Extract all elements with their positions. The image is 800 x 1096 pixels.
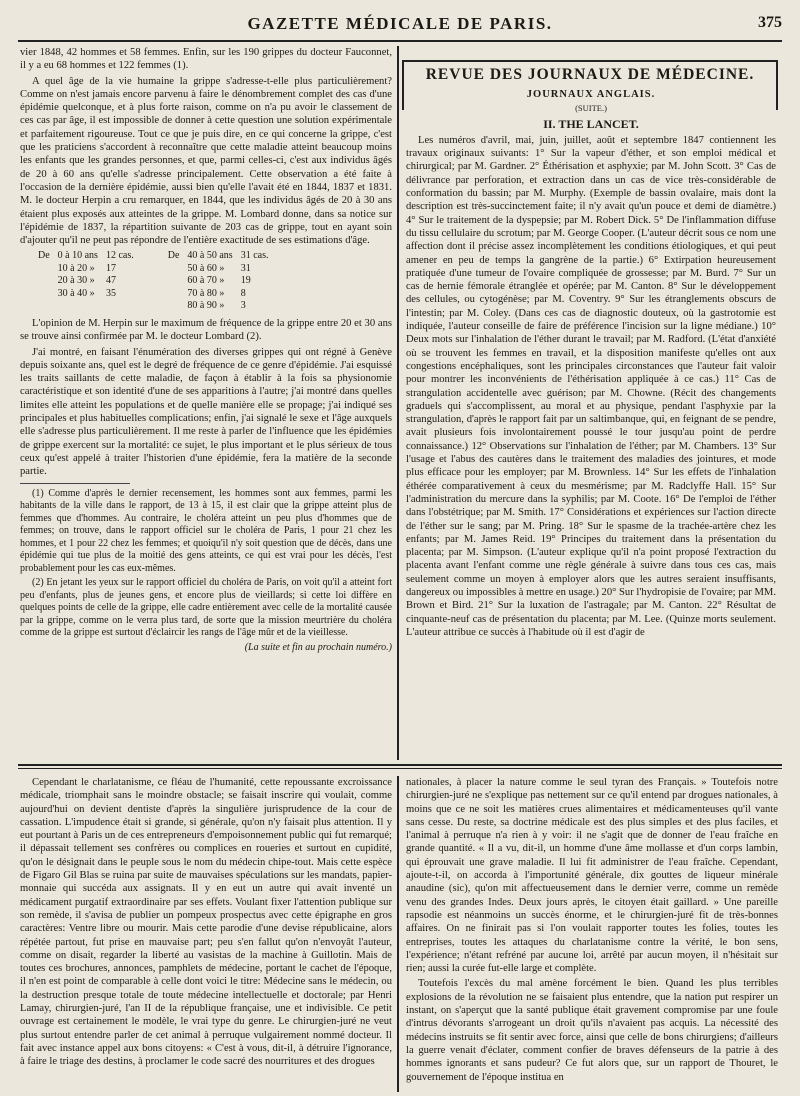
footnote: (1) Comme d'après le dernier recensement, les hommes sont aux femmes, parmi les habitants de la ville dans le rapport, de 13 à 15, il est clair que la grippe atteint plus de femmes que d'hommes. Au contraire, le choléra atteint un peu plus d'hommes que de femmes; on trouve, dans le rapport officiel sur le choléra de Paris, 1 pour 21 chez les hommes, et 1 pour 22 chez les femmes; et quoiqu'il n'y soit question que de décès, dans une épidémie qui tue plus de la moitié des gens atteints, ce qui est vrai pour les décès, l'est probablement pour les cas eux-mêmes.	[20, 487, 392, 574]
paragraph: nationales, à placer la nature comme le seul tyran des Français. » Toutefois notre chirurgien-juré ne s'explique pas nettement sur ce qu'il entend par drogues nationales, à moins que ce ne soit les matières crues alimentaires et médicamenteuses qu'il vante sans cesse. Du reste, sa doctrine médicale est des plus simples et des plus faciles, et l'animal à perruque n'a rien à y voir: il ne s'agit que de donner de l'eau fraîche en grande quantité. « Il a vu, dit-il, un homme d'une âme mollasse et d'un corps lambin, qui éprouvait une grave maladie. Il lui fit administrer de l'eau fraîche. Cependant, ajoute-t-il, on accorda à l'importunité générale, dix gouttes de liqueur minérale anaudine (sic), qu'on mit affectueusement dans le dernier verre, comme un remède venu des grandes Indes. Deux jours après, le citoyen était gaillard. » Une pareille rapsodie est néanmoins un succès énorme, et le chirurgien-juré fit de très-bonnes affaires. On ne finirait pas si l'on voulait rapporter toutes les folies, toutes les entreprises, toutes les attaques du charlatanisme contre la vérité, le bon sens, l'expérience; n'étant refréné par aucune loi, arrêté par aucun moyen, il n'hésitait sur rien; aussi la curée fut-elle large et complète.	[406, 777, 778, 975]
table-cell: 60 à 70 »	[187, 275, 225, 287]
table-cell: 17	[105, 262, 116, 274]
left-column	[20, 46, 392, 760]
review-title: REVUE DES JOURNAUX DE MÉDECINE.	[425, 66, 755, 83]
paragraph: J'ai montré, en faisant l'énumération des diverses grippes qui ont régné à Genève depuis soixante ans, quel est le degré de fréquence de ce genre d'épidémie. J'ai esquissé les traits saillants de cette maladie, de façon à établir à la fois sa physionomie caractéristique et son identité d'une de ses apparitions à l'autre; j'ai montré dans quelles limites elle atteint les populations et de quelle manière elle se propage; j'ai indiqué ses principales et plus habituelles complications; enfin, j'ai signalé le sexe et l'âge auxquels elle s'adresse plus particulièrement. Il me reste à parler de l'influence que les épidémies de grippe exercent sur la mortalité: ce sujet, le plus important et le plus sérieux de tous ceux qu'est appelé à traiter l'historien d'une épidémie, fera la matière de la seconde partie.	[20, 346, 392, 478]
table-cell: 50 à 60 »	[187, 262, 225, 274]
paragraph: Toutefois l'excès du mal amène forcément le bien. Quand les plus terribles explosions de la révolution ne se faisaient plus entendre, que la nation put respirer un instant, on s'aperçut que la santé publique était gravement compromise par une foule d'intrus dévorants s'arrogeant un droit qu'ils n'avaient pas acquis. La nécessité des médecins instruits se fit sentir avec force, ainsi que celle de bons chirurgiens; d'ailleurs la guerre venait d'éclater, comment confier de braves défenseurs de la patrie à des hommes ignorants et sans pudeur? Ce fut alors que, sur un rapport de Thouret, le gouvernement de l'époque institua en	[406, 978, 778, 1083]
paragraph: vier 1848, 42 hommes et 58 femmes. Enfin, sur les 190 grippes du docteur Fauconnet, il y a eu 68 hommes et 122 femmes (1).	[20, 47, 392, 72]
age-distribution-table	[34, 250, 272, 313]
table-cell: 70 à 80 »	[187, 287, 225, 299]
continuation-note: (La suite et fin au prochain numéro.)	[244, 641, 392, 653]
table-row	[34, 263, 272, 276]
table-cell: 35	[105, 287, 116, 299]
bottom-left-column	[20, 776, 392, 1092]
header-rule	[18, 40, 782, 42]
table-cell: 3	[240, 300, 246, 312]
table-cell: 30 à 40 »	[57, 287, 95, 299]
paragraph: L'opinion de M. Herpin sur le maximum de fréquence de la grippe entre 20 et 30 ans se trouve ainsi confirmée par M. le docteur Lombard (2).	[20, 317, 392, 343]
table-cell	[34, 263, 54, 276]
table-row	[34, 300, 272, 313]
footnote: (2) En jetant les yeux sur le rapport officiel du choléra de Paris, on voit qu'il a atteint fort peu d'enfants, plus de jeunes gens, et encore plus de vieillards; si cette loi diffère en quelques points de celle de la grippe, elle cadre entièrement avec celle de la mortalité causée par la grippe, comme on le verra plus tard, de sorte que la mission meurtrière du choléra comme de la grippe est surtout d'éclaircir les rangs de l'âge mûr et de la vieillesse.	[20, 577, 392, 639]
table-cell: 12 cas.	[105, 250, 134, 262]
table-cell: De	[167, 250, 180, 262]
table-cell: 10 à 20 »	[57, 262, 95, 274]
section-rule	[18, 764, 782, 766]
table-row	[34, 275, 272, 288]
section-title: II. THE LANCET.	[543, 116, 639, 131]
table-row	[34, 250, 272, 263]
table-cell	[34, 288, 54, 301]
table-row	[34, 288, 272, 301]
table-cell	[34, 300, 54, 313]
paragraph: Les numéros d'avril, mai, juin, juillet, août et septembre 1847 contiennent les travaux originaux suivants: 1° Sur la vapeur d'éther, et son emploi médical et chirurgical; par M. Gardner. 2° Éthérisation et asphyxie; par M. John Scott. 3° Cas de délivrance par perforation, et extraction dans un cas de vice très-considérable de conformation du bassin; par M. Murphy. (Exemple de bassin ovalaire, mais dont la description est très-succinctement faite; il n'y avait qu'un pouce et demi de diamètre.) 4° Sur le traitement de la dyspepsie; par M. Robert Dick. 5° De l'inflammation diffuse du tissu cellulaire du scrotum; par M. George Cooper. (L'auteur décrit sous ce nom une affection dont il précise assez incomplètement les conditions étiologiques, et qui peut amener en peu de temps la gangrène de la partie.) 6° Extirpation heureusement pratiquée d'une tumeur de l'ovaire compliquée de grossesse; par M. Burd. 7° Sur un cas de hernie fémorale étranglée et opérée; par M. Canton. 8° Sur le développement des cellules, ou cytogénèse; par M. Coventry. 9° Sur les étranglements obscurs de l'intestin; par M. Coley. (Dans ces cas de diagnostic douteux, où la gastrotomie est indiquée, l'auteur conseille de faire de préférence l'incision sur la ligne médiane.) 10° Deux mots sur l'inhalation de l'éther durant le travail; par M. Radford. (L'état d'anxiété où se trouvent les femmes en travail, et la disposition manifeste qu'elles ont aux congestions encéphaliques, sont les principales circonstances que l'auteur fait valoir pour montrer les inconvénients de l'éthérisation appliquée à ce cas.) 11° Cas de strangulation accidentelle avec guérison; par M. Chowne. (Récit des changements graduels qui s'accomplissent, au moral et au physique, pendant l'asphyxie par la strangulation, d'après le rapport fait par un saltimbanque, qui, en feignant de se pendre, avait plusieurs fois involontairement poussé le tour jusqu'au point de perdre connaissance.) 12° Observations sur l'inhalation de l'éther; par M. Chambers. 13° Sur l'usage et l'abus des cautères dans le traitement des maladies des jointures, et mode plus efficace pour les employer; par M. Brownless. 14° Sur les effets de l'inhalation éthérée comparativement à ceux du mesmérisme; par M. Radclyffe Hall. 15° Sur l'administration du mercure dans la syphilis; par M. Coote. 16° De l'emploi de l'éther dans l'obstétrique; par M. Smith. 17° Considérations et expériences sur l'action directe de l'éther sur le sang; par M. Pring. 18° Sur le spasme de la trachée-artère chez les enfants; par M. James Reid. 19° Principes du traitement dans la présentation du placenta; par M. Simpson. (L'auteur explique qu'il n'a point proposé l'extraction du placenta avant l'enfant comme une règle générale à suivre dans tous ces cas, mais seulement comme un moyen à employer alors que les autres seraient insuffisants, dangereux ou impossibles à mettre en usage.) 20° Sur l'hydropisie de l'ovaire; par MM. Brown et Bird. 21° Sur la luxation de l'astragale; par M. Canton. 22° Résultat de cinquante-neuf cas de présentation du placenta; par M. Lee. (Quinze morts seulement. L'auteur attribue ce succès à l'habitude où il est d'agir de	[406, 134, 776, 638]
table-cell: 31	[240, 262, 251, 274]
right-column	[406, 86, 776, 760]
table-cell	[138, 275, 184, 288]
page-header	[18, 14, 782, 36]
table-cell: 0 à 10 ans	[57, 250, 98, 262]
page-number: 375	[758, 14, 782, 31]
table-cell: 8	[240, 287, 246, 299]
table-cell	[138, 288, 184, 301]
bottom-right-column	[406, 776, 778, 1092]
paragraph: Cependant le charlatanisme, ce fléau de l'humanité, cette repoussante excroissance médicale, triomphait sans le moindre obstacle; se faisait inscrire qui voulait, comme aujourd'hui on devient dentiste d'après la singulière jurisprudence de la cour de cassation. L'impudence était si grande, si générale, qu'on n'y faisait plus attention. Il y eut pourtant à Paris un de ces entrepreneurs d'empoisonnement public qui fut remarqué; il dépassait tellement ses confrères ou complices en roueries et surtout en cupidité, qu'on le désignait dans le peuple sous le nom du médecin chipe-tout. Mais cette espèce de Figaro Gil Blas se ruina par suite de mauvaises spéculations sur les mandats, papier-monnaie qui succéda aux assignats. Il y en eut un autre qui avait inventé un médicament purgatif extraordinaire par ses effets. Voulant fixer l'attention publique sur son remède, il s'avisa de publier un pompeux prospectus avec cette épigraphe en gros caractères: Ventre libre ou mourir. Mais cette parodie d'une devise républicaine, alors répétée partout, fut prise en mauvaise part; peu s'en fallut qu'on n'envoyât l'auteur, comme on disait, regarder la liberté au vasistas de la machine à Guillotin. Mais de toutes ces brochures, annonces, pamphlets de médecine, portant le cachet de l'époque, il n'en est point de comparable à celle dont voici le titre: Médecine sans le médecin, ou la destruction presque totale de toute médecine intellectuelle et doctorale; par Henri Lamay, chirurgien-juré, l'an II de la république française, une et indivisible. Ce petit ouvrage est certainement le modèle, le vrai type du genre. Le chirurgien-juré ne veut plus surtout entendre parler de cet animal à perruque vulgairement nommé docteur. Il fait avec instance appel aux bons citoyens: « C'est à vous, dit-il, à détruire l'ignorance, à faire le triage des destins, à proclamer le code sacré des nourritures et des drogues	[20, 777, 392, 1068]
table-cell	[102, 300, 138, 313]
table-cell	[138, 300, 184, 313]
column-divider-bottom	[397, 776, 399, 1092]
table-cell: 47	[105, 275, 116, 287]
table-cell: De	[38, 250, 50, 262]
review-suite: (SUITE.)	[575, 103, 607, 114]
section-rule-thin	[18, 768, 782, 769]
table-cell: 31 cas.	[240, 250, 269, 262]
table-cell: 40 à 50 ans	[187, 250, 233, 262]
footnote-rule	[20, 483, 130, 484]
table-cell	[34, 275, 54, 288]
footnotes	[20, 488, 392, 655]
table-cell	[138, 263, 184, 276]
review-subtitle: JOURNAUX ANGLAIS.	[526, 89, 656, 100]
paragraph: A quel âge de la vie humaine la grippe s'adresse-t-elle plus particulièrement? Comme on n'est jamais encore parvenu à faire le dénombrement complet des cas d'une épidémie quelconque, et à plus forte raison, comme on n'a pu avoir le classement de ces cas par âge, il est impossible de donner à cette question une solution expérimentale et parfaitement rigoureuse. Tout ce que je puis dire, en ce qui concerne la grippe, c'est que les praticiens s'accordent à reconnaître que cette maladie atteint beaucoup moins les enfants que les grandes personnes, et que, parmi celles-ci, c'est aux individus âgés de 20 à 60 ans qu'elle s'adresse principalement. Cette observation a été faite à l'occasion de la dernière épidémie, aussi bien qu'elle l'avait été en 1844, 1837 et 1831. M. le docteur Herpin a cru remarquer, en 1844, que les individus âgés de 20 à 30 ans étaient plus exposés aux atteintes de la grippe. M. Lombard donne, dans sa notice sur l'épidémie de 1837, la répartition suivante de 203 cas de grippe, tout en ayant soin d'ajouter qu'il ne peut pas répondre de l'entière exactitude de ses estimations d'âge.	[20, 75, 392, 247]
journal-title: GAZETTE MÉDICALE DE PARIS.	[247, 14, 553, 33]
table-cell: 19	[240, 275, 251, 287]
column-divider	[397, 46, 399, 760]
table-cell: 80 à 90 »	[187, 300, 225, 312]
table-cell	[54, 300, 102, 313]
table-cell: 20 à 30 »	[57, 275, 95, 287]
